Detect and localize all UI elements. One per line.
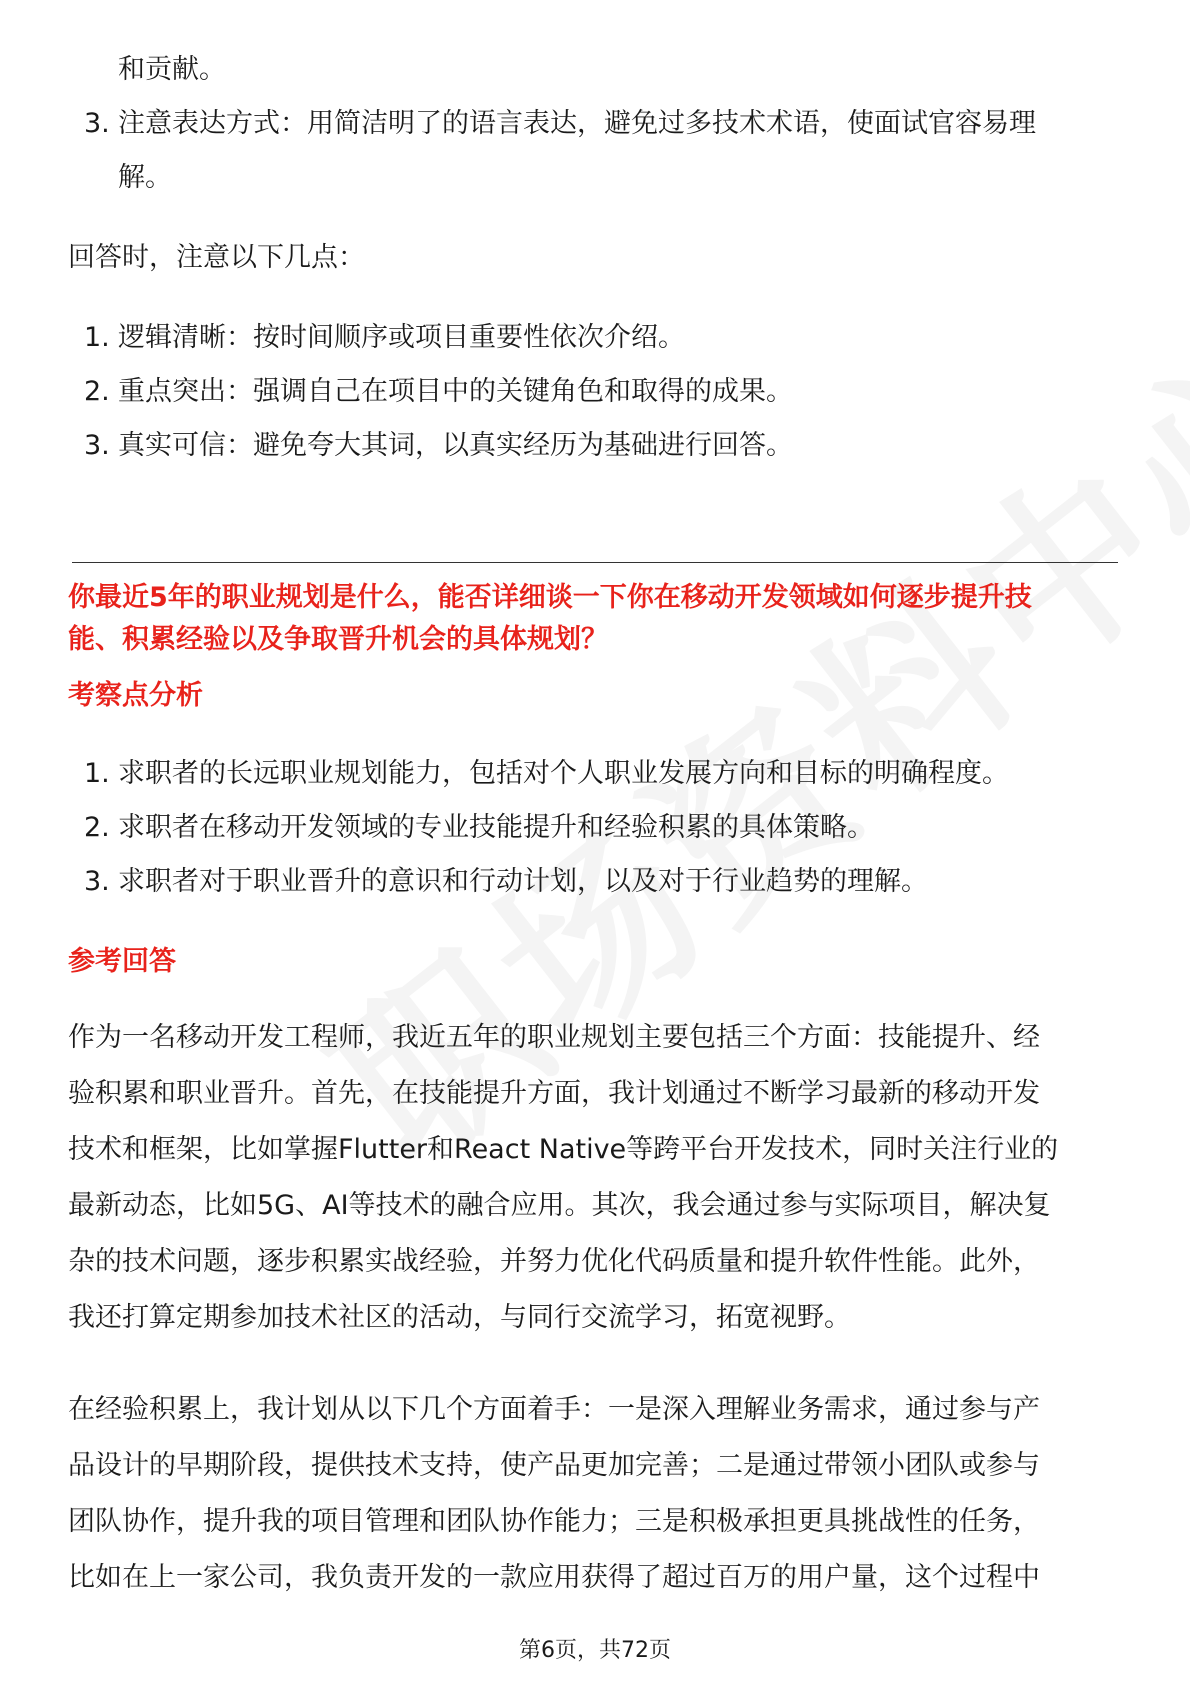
paragraph-line: 团队协作，提升我的项目管理和团队协作能力；三是积极承担更具挑战性的任务， [68,1506,1040,1537]
paragraph-line: 作为一名移动开发工程师，我近五年的职业规划主要包括三个方面：技能提升、经 [68,1022,1040,1053]
paragraph-line: 杂的技术问题，逐步积累实战经验，并努力优化代码质量和提升软件性能。此外， [68,1246,1040,1277]
paragraph-line: 比如在上一家公司，我负责开发的一款应用获得了超过百万的用户量，这个过程中 [68,1562,1040,1593]
paragraph-line: 我还打算定期参加技术社区的活动，与同行交流学习，拓宽视野。 [68,1302,851,1333]
list-number: 2. [84,376,110,407]
answer-tips-intro: 回答时，注意以下几点： [68,242,365,273]
list-number: 3. [84,108,110,139]
list-item-text: 求职者的长远职业规划能力，包括对个人职业发展方向和目标的明确程度。 [118,758,1009,789]
list-continuation: 和贡献。 [118,54,226,85]
list-item-text: 真实可信：避免夸大其词，以真实经历为基础进行回答。 [118,430,793,461]
paragraph-line: 最新动态，比如5G、AI等技术的融合应用。其次，我会通过参与实际项目，解决复 [68,1190,1051,1221]
paragraph-line: 技术和框架，比如掌握Flutter和React Native等跨平台开发技术，同时关注行业的 [68,1134,1059,1165]
list-number: 3. [84,866,110,897]
list-item-text: 解。 [118,162,172,193]
list-item-text: 注意表达方式：用简洁明了的语言表达，避免过多技术术语，使面试官容易理 [118,108,1036,139]
list-item-text: 重点突出：强调自己在项目中的关键角色和取得的成果。 [118,376,793,407]
paragraph-line: 在经验积累上，我计划从以下几个方面着手：一是深入理解业务需求，通过参与产 [68,1394,1040,1425]
list-item-text: 逻辑清晰：按时间顺序或项目重要性依次介绍。 [118,322,685,353]
reference-heading: 参考回答 [68,946,176,977]
analysis-heading: 考察点分析 [68,680,203,711]
list-item-text: 求职者在移动开发领域的专业技能提升和经验积累的具体策略。 [118,812,874,843]
question-title: 能、积累经验以及争取晋升机会的具体规划？ [68,624,608,655]
paragraph-line: 验积累和职业晋升。首先，在技能提升方面，我计划通过不断学习最新的移动开发 [68,1078,1040,1109]
page-number: 第6页，共72页 [519,1638,671,1663]
list-item-text: 求职者对于职业晋升的意识和行动计划，以及对于行业趋势的理解。 [118,866,928,897]
section-divider [72,562,1118,563]
paragraph-line: 品设计的早期阶段，提供技术支持，使产品更加完善；二是通过带领小团队或参与 [68,1450,1040,1481]
list-number: 1. [84,758,110,789]
list-number: 3. [84,430,110,461]
list-number: 1. [84,322,110,353]
question-title: 你最近5年的职业规划是什么，能否详细谈一下你在移动开发领域如何逐步提升技 [68,582,1032,613]
list-number: 2. [84,812,110,843]
